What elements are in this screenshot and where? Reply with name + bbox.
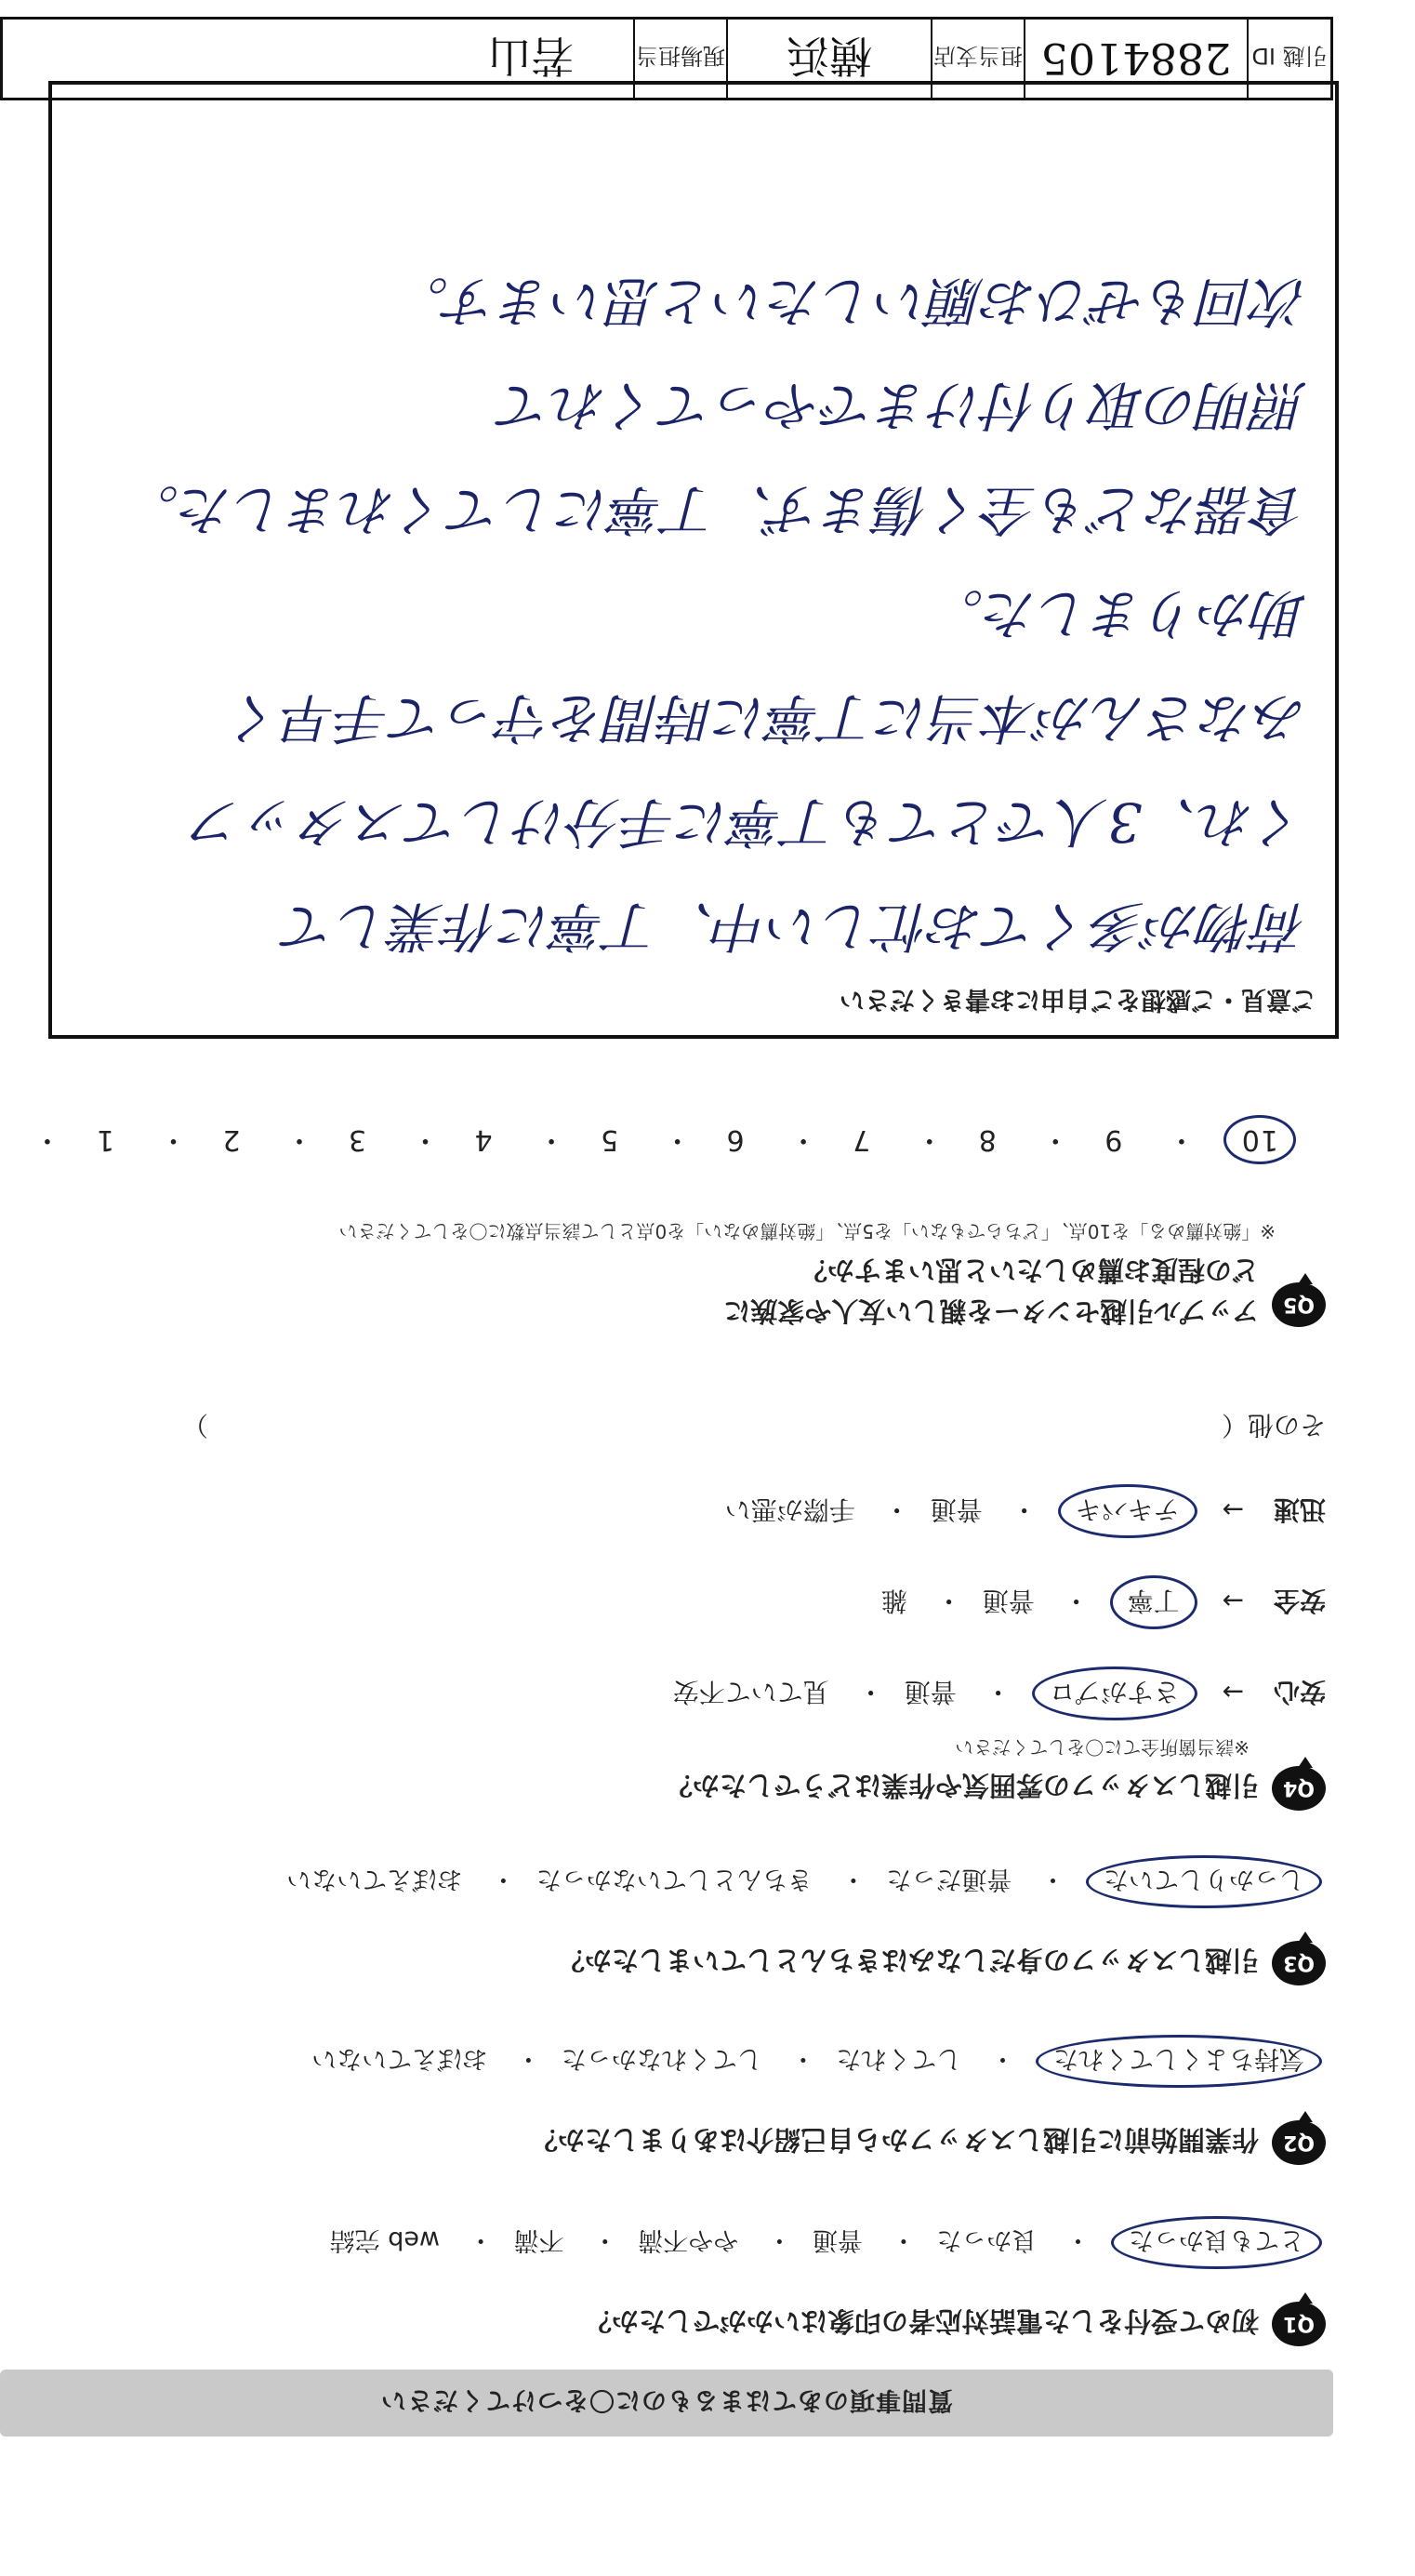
q2-badge: Q2: [1272, 2120, 1326, 2165]
q3-question: 引越しスタッフの身だしなみはきちんとしていましたか？: [557, 1945, 1259, 1976]
q3-option[interactable]: きちんとしていなかった: [536, 1865, 813, 1893]
q4-row-label: 安全: [1273, 1586, 1326, 1616]
q4-option-selected[interactable]: 丁寧: [1110, 1575, 1197, 1629]
q4-row-label: 安心: [1273, 1677, 1326, 1707]
q5-score[interactable]: 6: [725, 1123, 745, 1156]
q5-question-line2: どの程度お薦めしたいと思いますか？: [800, 1255, 1259, 1286]
q5-scale: 10・ 9・ 8・ 7・ 6・ 5・ 4・ 3・ 2・ 1・: [0, 1115, 1296, 1164]
comment-box: [48, 81, 1339, 1039]
q1-option-selected[interactable]: とても良かった: [1111, 2216, 1322, 2269]
q1-option[interactable]: 良かった: [936, 2225, 1038, 2254]
id-value: 2884105: [1024, 20, 1247, 98]
q5-score[interactable]: 4: [473, 1123, 493, 1156]
q4-row-jinsoku: 迅速→ テキパキ・ 普通・ 手際が悪い: [725, 1484, 1326, 1538]
q4-row-anshin: 安心→ さすがプロ・ 普通・ 見ていて不安: [673, 1666, 1326, 1720]
q4-option[interactable]: 普通: [904, 1677, 957, 1707]
q3-options: しっかりしていた・ 普通だった・ きちんとしていなかった・ おぼえていない: [286, 1855, 1322, 1908]
q4-option[interactable]: 普通: [930, 1494, 983, 1525]
q3-badge: Q3: [1272, 1941, 1326, 1985]
q5-score[interactable]: 8: [977, 1123, 997, 1156]
comment-title: ご意見・ご感想をご自由にお書きください: [840, 985, 1316, 1014]
staff-value: 若山: [488, 31, 574, 81]
q2-question: 作業開始前に引越しスタッフから自己紹介はありましたか？: [530, 2124, 1259, 2156]
q5-score[interactable]: 9: [1104, 1123, 1123, 1156]
id-table: [0, 17, 1333, 100]
q2-options: 気持ちよくしてくれた・ してくれた・ してくれなかった・ おぼえていない: [311, 2035, 1322, 2088]
q4-other-label: その他（: [1221, 1410, 1326, 1441]
q4-option[interactable]: 手際が悪い: [724, 1494, 855, 1525]
handwritten-line: くれ、3人でとても丁寧に手分けしてスタッフ: [191, 790, 1307, 854]
q2-option-selected[interactable]: 気持ちよくしてくれた: [1036, 2035, 1322, 2088]
q4-row-anzen: 安全→ 丁寧・ 普通・ 雑: [881, 1575, 1326, 1629]
instruction-banner: [0, 2370, 1333, 2437]
q2-option[interactable]: してくれた: [836, 2044, 962, 2073]
q1-option[interactable]: 普通: [812, 2225, 863, 2254]
q5-note: ※「絶対薦める」を10点、「どちらでもない」を5点、「絶対薦めない」を0点として該当点数に〇をしてください: [338, 1220, 1276, 1242]
q3-option[interactable]: 普通だった: [886, 1865, 1012, 1893]
q1-option[interactable]: やや不満: [638, 2225, 739, 2254]
q4-badge: Q4: [1272, 1766, 1326, 1811]
handwritten-line: みなさんが本当に丁寧に時間を守って手早く: [228, 686, 1307, 750]
q1-options: とても良かった・ 良かった・ 普通・ やや不満・ 不満・ web 完結: [330, 2216, 1322, 2269]
q4-question: 引越しスタッフの雰囲気や作業はどうでしたか？: [665, 1770, 1259, 1801]
q5-score-selected[interactable]: 10: [1223, 1115, 1296, 1164]
instruction-text: 質問事項のあてはまるものに〇をつけてください: [380, 2385, 953, 2415]
q4-option-selected[interactable]: テキパキ: [1058, 1484, 1197, 1538]
id-label: 引越 ID: [1247, 20, 1330, 98]
q5-badge: Q5: [1272, 1282, 1326, 1327]
handwritten-line: 照明の取り付けまでやってくれて: [497, 374, 1307, 437]
q4-note: ※該当箇所全てに〇をしてください: [955, 1736, 1250, 1759]
q5-score[interactable]: 1: [95, 1123, 114, 1156]
q1-option[interactable]: 不満: [513, 2225, 564, 2254]
q4-option-selected[interactable]: さすがプロ: [1032, 1666, 1197, 1720]
q1-question: 初めて受付をした電話対応者の印象はいかがでしたか？: [584, 2305, 1259, 2337]
handwritten-line: 食器なども全く傷まず、丁寧にしてくれました。: [125, 478, 1307, 541]
q5-question-line1: アップル引越センターを親しい友人や家族に: [723, 1295, 1259, 1327]
branch-value: 横浜: [726, 20, 931, 98]
q5-score[interactable]: 5: [600, 1123, 619, 1156]
q4-other: [182, 1408, 1326, 1445]
staff-label: 現場担当: [633, 20, 726, 98]
q4-option[interactable]: 普通: [982, 1586, 1035, 1616]
q5-score[interactable]: 7: [852, 1123, 871, 1156]
q3-option[interactable]: おぼえていない: [286, 1865, 463, 1893]
q4-option[interactable]: 見ていて不安: [672, 1677, 829, 1707]
q3-option-selected[interactable]: しっかりしていた: [1086, 1855, 1322, 1908]
q1-option[interactable]: web 完結: [329, 2225, 441, 2254]
q4-row-label: 迅速: [1273, 1494, 1326, 1525]
q2-option[interactable]: おぼえていない: [311, 2044, 488, 2073]
q4-option[interactable]: 雑: [880, 1586, 907, 1616]
q4-other-close: ）: [182, 1410, 209, 1441]
q2-option[interactable]: してくれなかった: [561, 2044, 762, 2073]
q1-badge: Q1: [1272, 2302, 1326, 2346]
q5-score[interactable]: 2: [221, 1123, 241, 1156]
handwritten-line: 荷物が多くてお忙しい中、丁寧に作業して: [282, 895, 1307, 958]
handwritten-line: 次回もぜひお願いしたいと思います。: [394, 270, 1307, 333]
branch-label: 担当支店: [931, 20, 1024, 98]
q5-score[interactable]: 3: [347, 1123, 367, 1156]
handwritten-line: 助かりました。: [929, 582, 1307, 645]
